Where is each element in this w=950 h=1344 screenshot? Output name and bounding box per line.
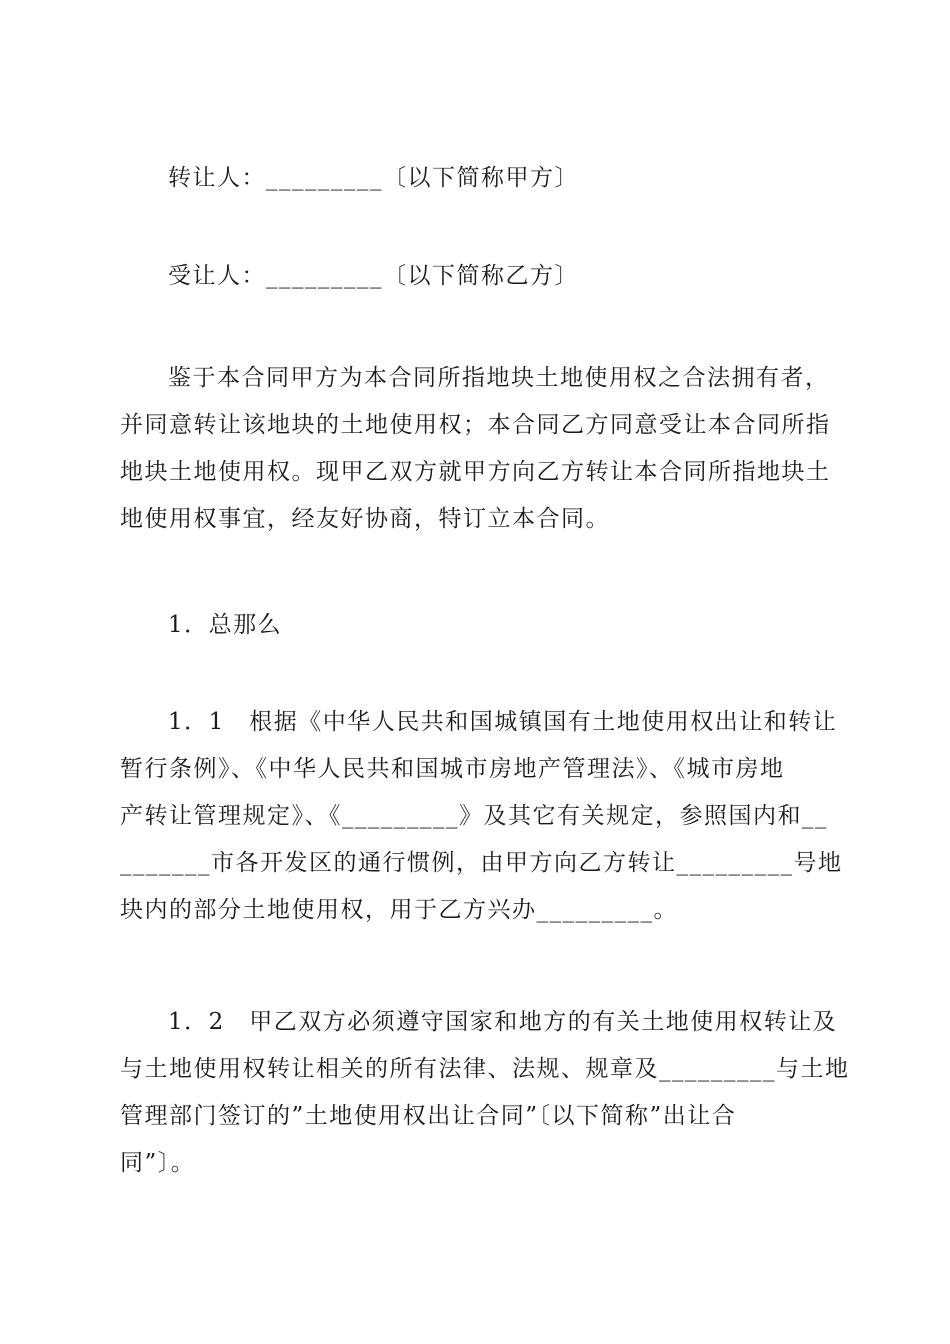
clause-1-1 (120, 699, 843, 934)
paragraph-line: 鉴于本合同甲方为本合同所指地块土地使用权之合法拥有者， (168, 365, 830, 391)
paragraph-line: 块内的部分土地使用权，用于乙方兴办_________。 (120, 897, 678, 923)
paragraph-line: 1．2 甲乙双方必须遵守国家和地方的有关土地使用权转让及 (168, 1009, 838, 1035)
whereas-paragraph (120, 355, 832, 543)
transferee-line (120, 253, 832, 300)
section-heading (120, 602, 832, 649)
paragraph-line: 管理部门签订的”土地使用权出让合同”〔以下简称”出让合 (120, 1103, 737, 1129)
paragraph-line: 与土地使用权转让相关的所有法律、法规、规章及_________与土地 (120, 1056, 850, 1082)
paragraph-line: 1．1 根据《中华人民共和国城镇国有土地使用权出让和转让 (168, 709, 838, 735)
transferor-text: 转让人：_________〔以下简称甲方〕 (168, 165, 579, 191)
paragraph-line: 产转让管理规定》、《_________》及其它有关规定，参照国内和__ (120, 803, 828, 829)
transferee-text: 受让人：_________〔以下简称乙方〕 (168, 263, 579, 289)
section-1-heading: 1．总那么 (168, 612, 283, 638)
paragraph-line: 地使用权事宜，经友好协商，特订立本合同。 (120, 506, 610, 532)
transferor-line (120, 155, 832, 202)
paragraph-line: 地块土地使用权。现甲乙双方就甲方向乙方转让本合同所指地块土 (120, 459, 831, 485)
paragraph-line: 并同意转让该地块的土地使用权；本合同乙方同意受让本合同所指 (120, 412, 831, 438)
paragraph-line: _______市各开发区的通行惯例，由甲方向乙方转让_________号地 (120, 850, 843, 876)
clause-1-2 (120, 999, 850, 1187)
paragraph-line: 同”〕。 (120, 1150, 196, 1176)
paragraph-line: 暂行条例》、《中华人民共和国城市房地产管理法》、《城市房地 (120, 756, 785, 782)
